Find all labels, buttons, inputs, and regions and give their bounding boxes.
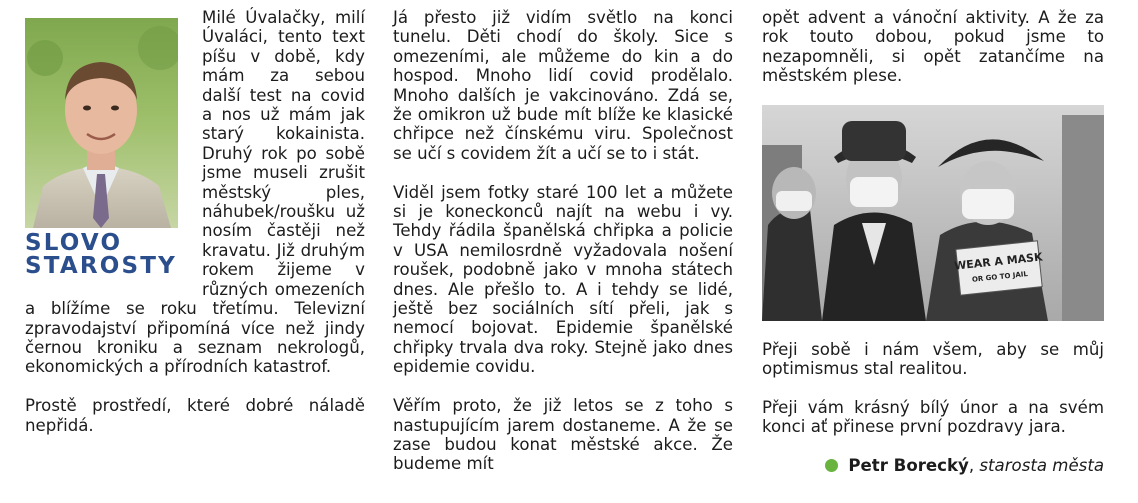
signature-name: Petr Borecký — [848, 456, 969, 476]
author-box — [25, 8, 196, 280]
sign-text-1: WEAR A MASK — [953, 250, 1044, 273]
green-dot-icon — [825, 459, 838, 472]
mayor-portrait — [25, 18, 178, 228]
paragraph: Přeji vám krásný bílý únor a na svém konci ať přinese první pozdravy jara. — [762, 397, 1104, 437]
paragraph: Věřím proto, že již letos se z toho s nastupujícím jarem dostaneme. A že se zase budou konat městské akce. Že budeme mít — [393, 396, 733, 474]
signature-separator: , — [968, 456, 975, 476]
historic-mask-photo-image — [762, 105, 1104, 321]
historic-mask-photo — [762, 105, 1104, 321]
signature-role: starosta města — [979, 456, 1104, 476]
paragraph: Přeji sobě i nám všem, aby se můj optimismus stal realitou. — [762, 339, 1104, 379]
sign-text-2: OR GO TO JAIL — [971, 269, 1029, 284]
paragraph: Milé Úvalačky, milí Úvaláci, tento text píšu v době, kdy mám za sebou další test na covid a nos už mám jak starý kokainista. Druhý rok po sobě jsme museli zrušit městský ples, náhubek/roušku už nosím častěji než kravatu. Již druhým rokem žijeme v různých omezeních a blížíme se roku třetímu. Televizní zpravodajství připomíná více než jindy černou kroniku a seznam nekrologů, ekonomických a přírodních katastrof. — [25, 8, 365, 377]
heading-line-2: STAROSTY — [25, 253, 178, 279]
mayor-portrait-image — [25, 18, 178, 228]
column-3 — [762, 8, 1104, 475]
column-2 — [393, 8, 733, 474]
column-1 — [25, 8, 365, 435]
paragraph: Prostě prostředí, které dobré náladě nepřidá. — [25, 396, 365, 435]
signature — [762, 456, 1104, 475]
heading-line-1: SLOVO — [25, 230, 123, 256]
paragraph: opět advent a vánoční aktivity. A že za rok touto dobou, pokud jsme to nezapomněli, si opět zatančíme na městském plese. — [762, 8, 1104, 86]
paragraph: Viděl jsem fotky staré 100 let a můžete si je koneckonců najít na webu i vy. Tehdy řádila španělská chřipka a policie v USA nemilosrdně vyžadovala nošení roušek, podobně jako v mnoha státech dnes. Ale přešlo to. A i tehdy se lidé, ještě bez sociálních sítí přeli, jak s nemocí bojovat. Epidemie španělské chřipky trvala dva roky. Stejně jako dnes epidemie covidu. — [393, 182, 733, 377]
paragraph: Já přesto již vidím světlo na konci tunelu. Děti chodí do školy. Sice s omezeními, ale můžeme do kin a do hospod. Mnoho lidí covid prodělalo. Mnoho dalších je vakcinováno. Zdá se, že omikron už bude mít blíže ke klasické chřipce než čínskému viru. Společnost se učí s covidem žít a učí se to i stát. — [393, 8, 733, 163]
section-heading — [25, 232, 196, 278]
